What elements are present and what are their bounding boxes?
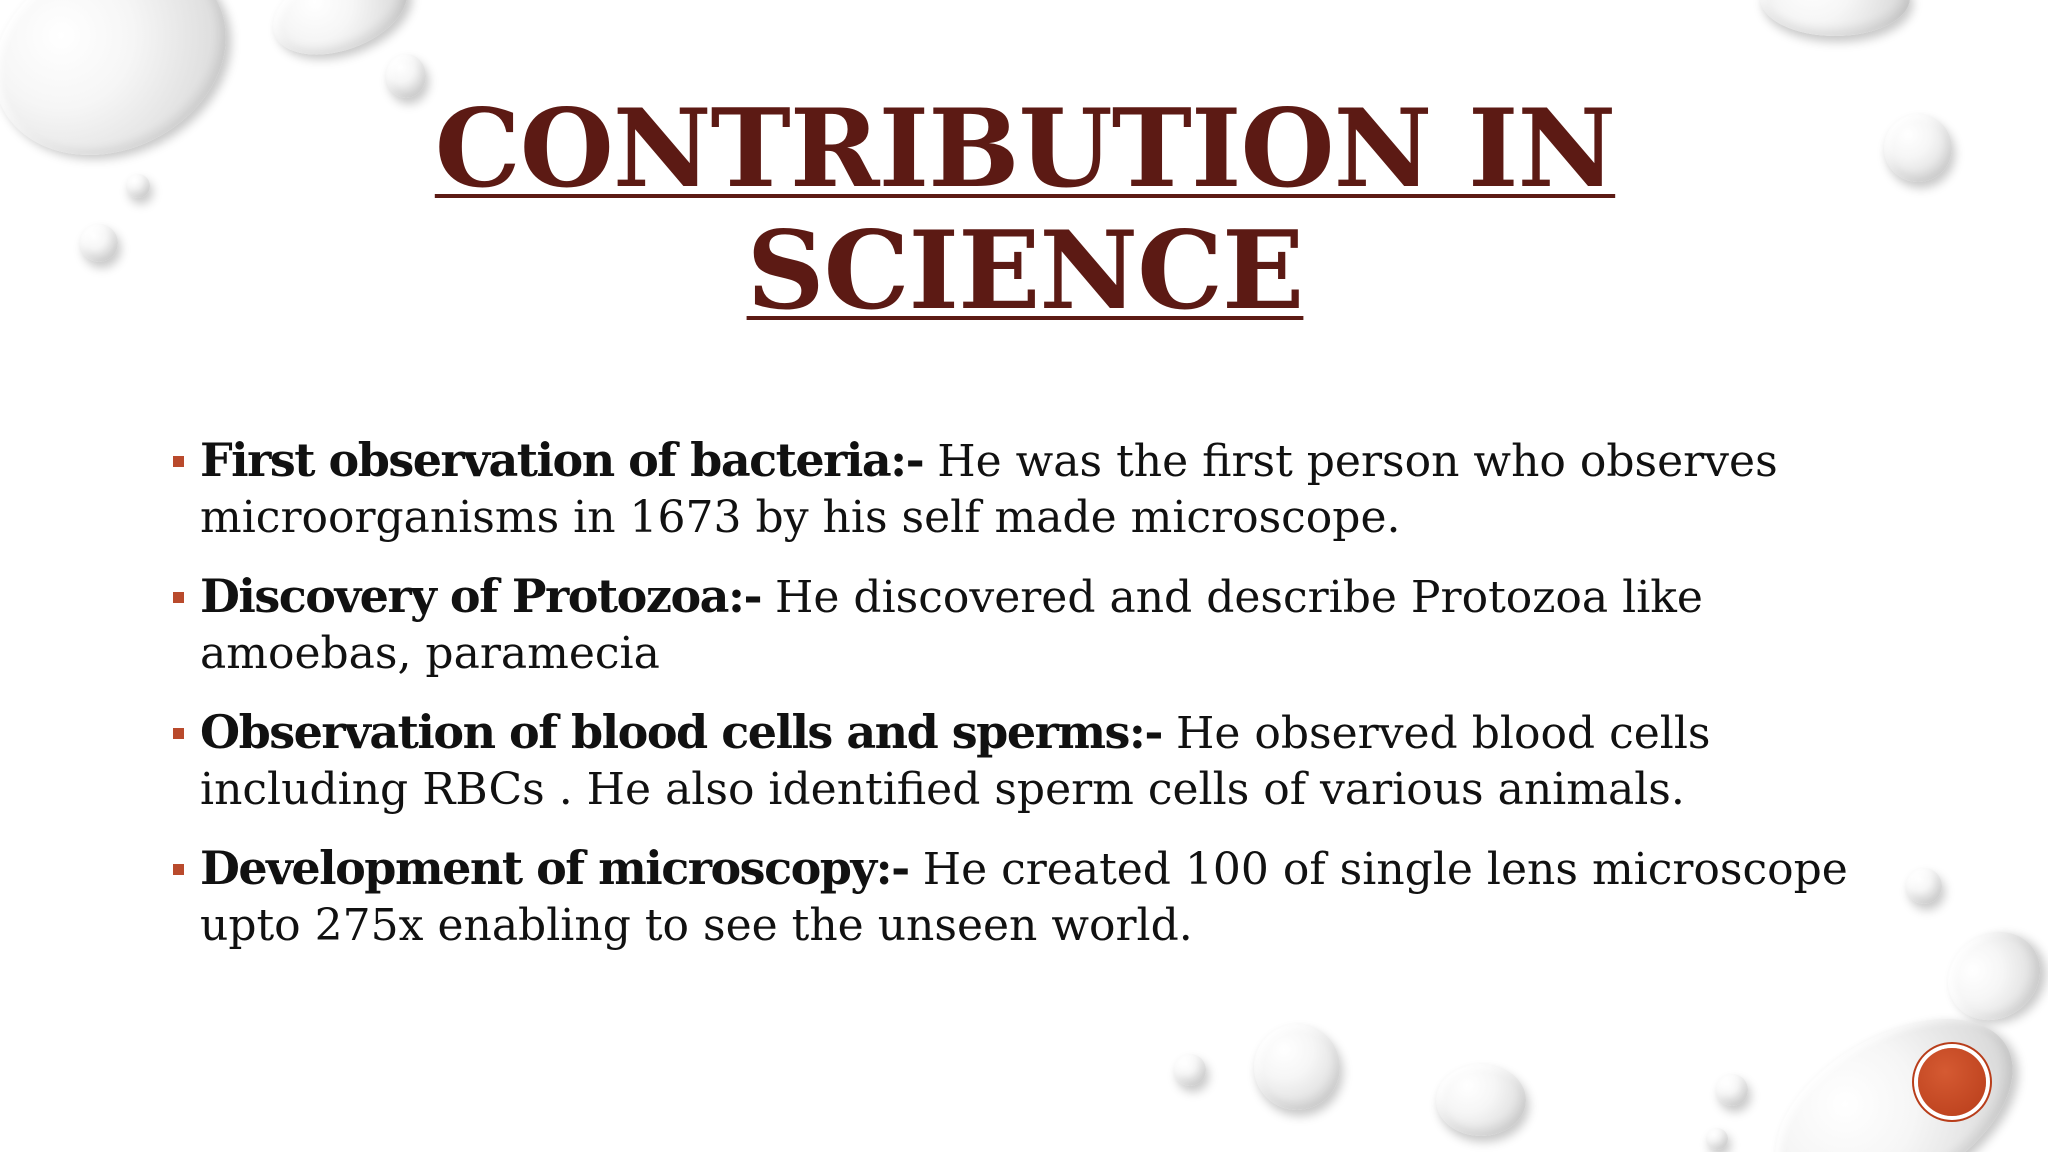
water-droplet-icon: [1760, 0, 1910, 36]
water-droplet-icon: [126, 174, 150, 198]
slide-title: [300, 88, 1750, 332]
water-droplet-icon: [1716, 1074, 1748, 1106]
bullet-text: He observed blood cells including RBCs . He also identified sperm cells of various animals.: [200, 708, 1711, 815]
bullet-item: [200, 432, 1880, 546]
bullet-text: He was the first person who observes microorganisms in 1673 by his self made microscope.: [200, 436, 1778, 543]
bullet-item: [200, 840, 1880, 954]
water-droplet-icon: [80, 224, 118, 262]
bullet-item: [200, 568, 1880, 682]
bullet-lead: Discovery of Protozoa:-: [200, 569, 762, 623]
square-bullet-icon: [173, 592, 184, 603]
water-droplet-icon: [1706, 1128, 1728, 1150]
water-droplet-icon: [1254, 1024, 1340, 1110]
bullet-lead: First observation of bacteria:-: [200, 433, 924, 487]
slide-nav-circle-icon[interactable]: [1918, 1048, 1986, 1116]
bullet-lead: Observation of blood cells and sperms:-: [200, 705, 1162, 759]
water-droplet-icon: [1884, 114, 1952, 182]
slide-title-line-1: CONTRIBUTION IN: [434, 86, 1616, 212]
bullet-text: He created 100 of single lens microscope upto 275x enabling to see the unseen world.: [200, 844, 1848, 951]
square-bullet-icon: [173, 456, 184, 467]
water-droplet-icon: [0, 0, 259, 192]
bullet-text: He discovered and describe Protozoa like amoebas, paramecia: [200, 572, 1703, 679]
bullet-list: [200, 432, 1880, 976]
water-droplet-icon: [1436, 1064, 1526, 1136]
bullet-item: [200, 704, 1880, 818]
water-droplet-icon: [1906, 868, 1942, 904]
slide-title-line-2: SCIENCE: [746, 208, 1304, 334]
square-bullet-icon: [173, 728, 184, 739]
square-bullet-icon: [173, 864, 184, 875]
water-droplet-icon: [1174, 1054, 1206, 1086]
bullet-lead: Development of microscopy:-: [200, 841, 909, 895]
